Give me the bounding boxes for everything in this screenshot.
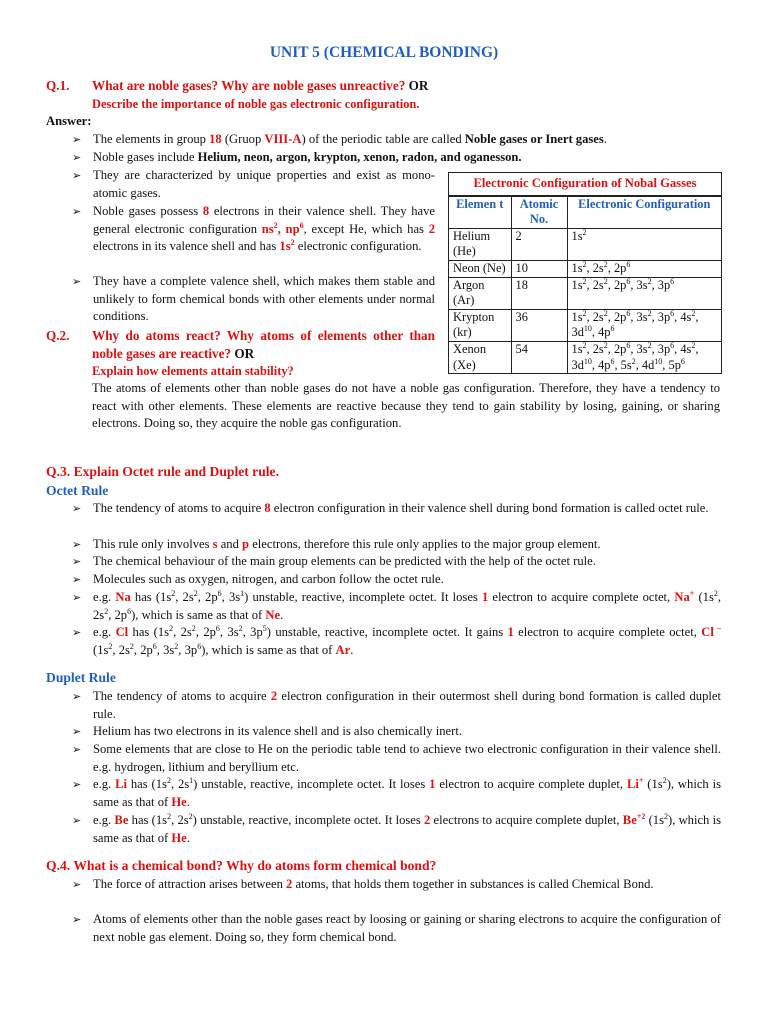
bullet-item: ➢ They have a complete valence shell, which makes them stable and unlikely to form chemical bonds with other elements under normal conditions. — [72, 274, 435, 324]
question-text — [92, 77, 722, 113]
question-sub: Describe the importance of noble gas electronic configuration. — [92, 96, 420, 111]
bullet-item: ➢ Noble gases possess 8 electrons in their valence shell. They have general electronic configuration $ns^2$, $np^6$, except He, which has 2 electrons in its valence shell and has $1s^2$ electronic configuration. — [72, 204, 435, 254]
bullet-item: ➢ The chemical behaviour of the main group elements can be predicted with the help of the octet rule. — [93, 553, 721, 571]
question-sub: Explain how elements attain stability? — [92, 364, 294, 379]
atomic-number-cell: 36 — [511, 309, 567, 341]
arrow-bullet-icon: ➢ — [72, 743, 82, 756]
table-caption: Electronic Configuration of Nobal Gasses — [449, 173, 721, 196]
table-row — [449, 260, 721, 277]
arrow-bullet-icon: ➢ — [72, 538, 82, 551]
bullet-item: ➢ The tendency of atoms to acquire 8 electron configuration in their valence shell during bond formation is called octet rule. — [93, 500, 721, 518]
arrow-bullet-icon: ➢ — [72, 814, 82, 827]
bullet-item: ➢ The force of attraction arises between 2 atoms, that holds them together in substances is called Chemical Bond. — [93, 876, 721, 894]
bullet-item: ➢ Atoms of elements other than the noble gases react by loosing or gaining or sharing electrons to acquire the configuration of next noble gas element. Doing so, they form chemical bond. — [72, 912, 721, 944]
arrow-bullet-icon: ➢ — [72, 555, 82, 568]
element-cell: Helium (He) — [449, 228, 511, 260]
column-header: Electronic Configuration — [567, 196, 721, 228]
arrow-bullet-icon: ➢ — [72, 913, 82, 926]
table-row — [449, 341, 721, 373]
paragraph-text: The atoms of elements other than noble gases do not have a noble gas configuration. Therefore, they have a tendency to react with other elements. These elements are reactive because they tend to gain stability by losing, gaining, or sharing electrons. Doing so, they acquire the noble gas configuration. — [92, 381, 720, 431]
question-1 — [46, 77, 722, 113]
section-heading: Q.3. Explain Octet rule and Duplet rule. — [46, 464, 279, 479]
arrow-bullet-icon: ➢ — [72, 573, 82, 586]
config-cell: $1s^2$ — [567, 228, 721, 260]
table-row — [449, 228, 721, 260]
bullet-item: ➢ Molecules such as oxygen, nitrogen, and carbon follow the octet rule. — [93, 571, 721, 589]
config-cell: $1s^2$, $2s^2$, $2p^6$, $3s^2$, $3p^6$, $4s^2$, $3d^{10}$, $4p^6$, $5s^2$, $4d^{10}$, $5p^6$ — [567, 341, 721, 373]
question-main: Why do atoms react? Why atoms of elements other than noble gases are reactive? — [92, 328, 435, 361]
arrow-bullet-icon: ➢ — [72, 133, 82, 146]
bullet-item: ➢ Some elements that are close to He on the periodic table tend to achieve two electronic configuration in their valence shell. e.g. hydrogen, lithium and beryllium etc. — [72, 742, 721, 774]
section-heading: Q.4. What is a chemical bond? Why do atoms form chemical bond? — [46, 858, 437, 873]
arrow-bullet-icon: ➢ — [72, 878, 82, 891]
arrow-bullet-icon: ➢ — [72, 169, 82, 182]
bullet-item: ➢ This rule only involves s and p electrons, therefore this rule only applies to the major group element. — [93, 536, 721, 554]
page-title: UNIT 5 (CHEMICAL BONDING) — [269, 44, 499, 61]
bullet-item: ➢ Helium has two electrons in its valence shell and is also chemically inert. — [93, 723, 721, 741]
element-cell: Krypton (kr) — [449, 309, 511, 341]
config-cell: $1s^2$, $2s^2$, $2p^6$, $3s^2$, $3p^6$, $4s^2$, $3d^{10}$, $4p^6$ — [567, 309, 721, 341]
arrow-bullet-icon: ➢ — [72, 626, 82, 639]
answer-label: Answer: — [46, 114, 92, 128]
table-row — [449, 277, 721, 309]
paragraph — [92, 380, 720, 433]
atomic-number-cell: 54 — [511, 341, 567, 373]
arrow-bullet-icon: ➢ — [72, 502, 82, 515]
noble-gas-table — [448, 172, 722, 374]
atomic-number-cell: 2 — [511, 228, 567, 260]
table-row — [449, 309, 721, 341]
subsection-heading: Duplet Rule — [46, 670, 116, 685]
arrow-bullet-icon: ➢ — [72, 591, 82, 604]
bullet-item: ➢ The tendency of atoms to acquire 2 electron configuration in their outermost shell during bond formation is called duplet rule. — [72, 689, 721, 721]
config-cell: $1s^2$, $2s^2$, $2p^6$ — [567, 260, 721, 277]
bullet-item: ➢ e.g. Cl has ($1s^2$, $2s^2$, $2p^6$, $3s^2$, $3p^5$) unstable, reactive, incomplete octet. It gains 1 electron to acquire complete octet, Cl – ($1s^2$, $2s^2$, $2p^6$, $3s^2$, $3p^6$), which is same as that of Ar. — [72, 623, 722, 657]
or-label: OR — [408, 78, 429, 93]
bullet-item: ➢ They are characterized by unique properties and exist as mono- atomic gases. — [72, 168, 435, 200]
arrow-bullet-icon: ➢ — [72, 778, 82, 791]
atomic-number-cell: 18 — [511, 277, 567, 309]
arrow-bullet-icon: ➢ — [72, 725, 82, 738]
table-header-row — [449, 196, 721, 228]
question-number: Q.2. — [46, 328, 70, 343]
question-number: Q.1. — [46, 78, 70, 93]
or-label: OR — [234, 345, 255, 361]
config-cell: $1s^2$, $2s^2$, $2p^6$, $3s^2$, $3p^6$ — [567, 277, 721, 309]
bullet-item: ➢ e.g. Li has ($1s^2$, $2s^1$) unstable, reactive, incomplete octet. It loses 1 electron to acquire complete duplet, Li+ $(1s^2)$, which is same as that of He. — [72, 775, 721, 809]
arrow-bullet-icon: ➢ — [72, 205, 82, 218]
element-cell: Neon (Ne) — [449, 260, 511, 277]
question-main: What are noble gases? Why are noble gases unreactive? — [92, 78, 406, 93]
bullet-item: ➢ Noble gases include Helium, neon, argon, krypton, xenon, radon, and oganesson. — [93, 149, 721, 167]
arrow-bullet-icon: ➢ — [72, 151, 82, 164]
atomic-number-cell: 10 — [511, 260, 567, 277]
question-text — [92, 327, 435, 381]
arrow-bullet-icon: ➢ — [72, 275, 82, 288]
column-header: Atomic No. — [511, 196, 567, 228]
bullet-item: ➢ e.g. Na has ($1s^2$, $2s^2$, $2p^6$, $3s^1$) unstable, reactive, incomplete octet. It loses 1 electron to acquire complete octet, Na+ ($1s^2$, $2s^2$, $2p^6$), which is same as that of Ne. — [72, 588, 722, 622]
element-cell: Xenon (Xe) — [449, 341, 511, 373]
question-2 — [46, 327, 435, 379]
element-cell: Argon (Ar) — [449, 277, 511, 309]
column-header: Elemen t — [449, 196, 511, 228]
subsection-heading: Octet Rule — [46, 483, 109, 498]
arrow-bullet-icon: ➢ — [72, 690, 82, 703]
bullet-item: ➢ e.g. Be has ($1s^2$, $2s^2$) unstable, reactive, incomplete octet. It loses 2 electrons to acquire complete duplet, $Be^{+2}$ $(1s^2)$, which is same as that of He. — [72, 811, 721, 845]
bullet-item: ➢ The elements in group 18 (Gruop VIII-A) of the periodic table are called Noble gases or Inert gases. — [93, 131, 721, 149]
